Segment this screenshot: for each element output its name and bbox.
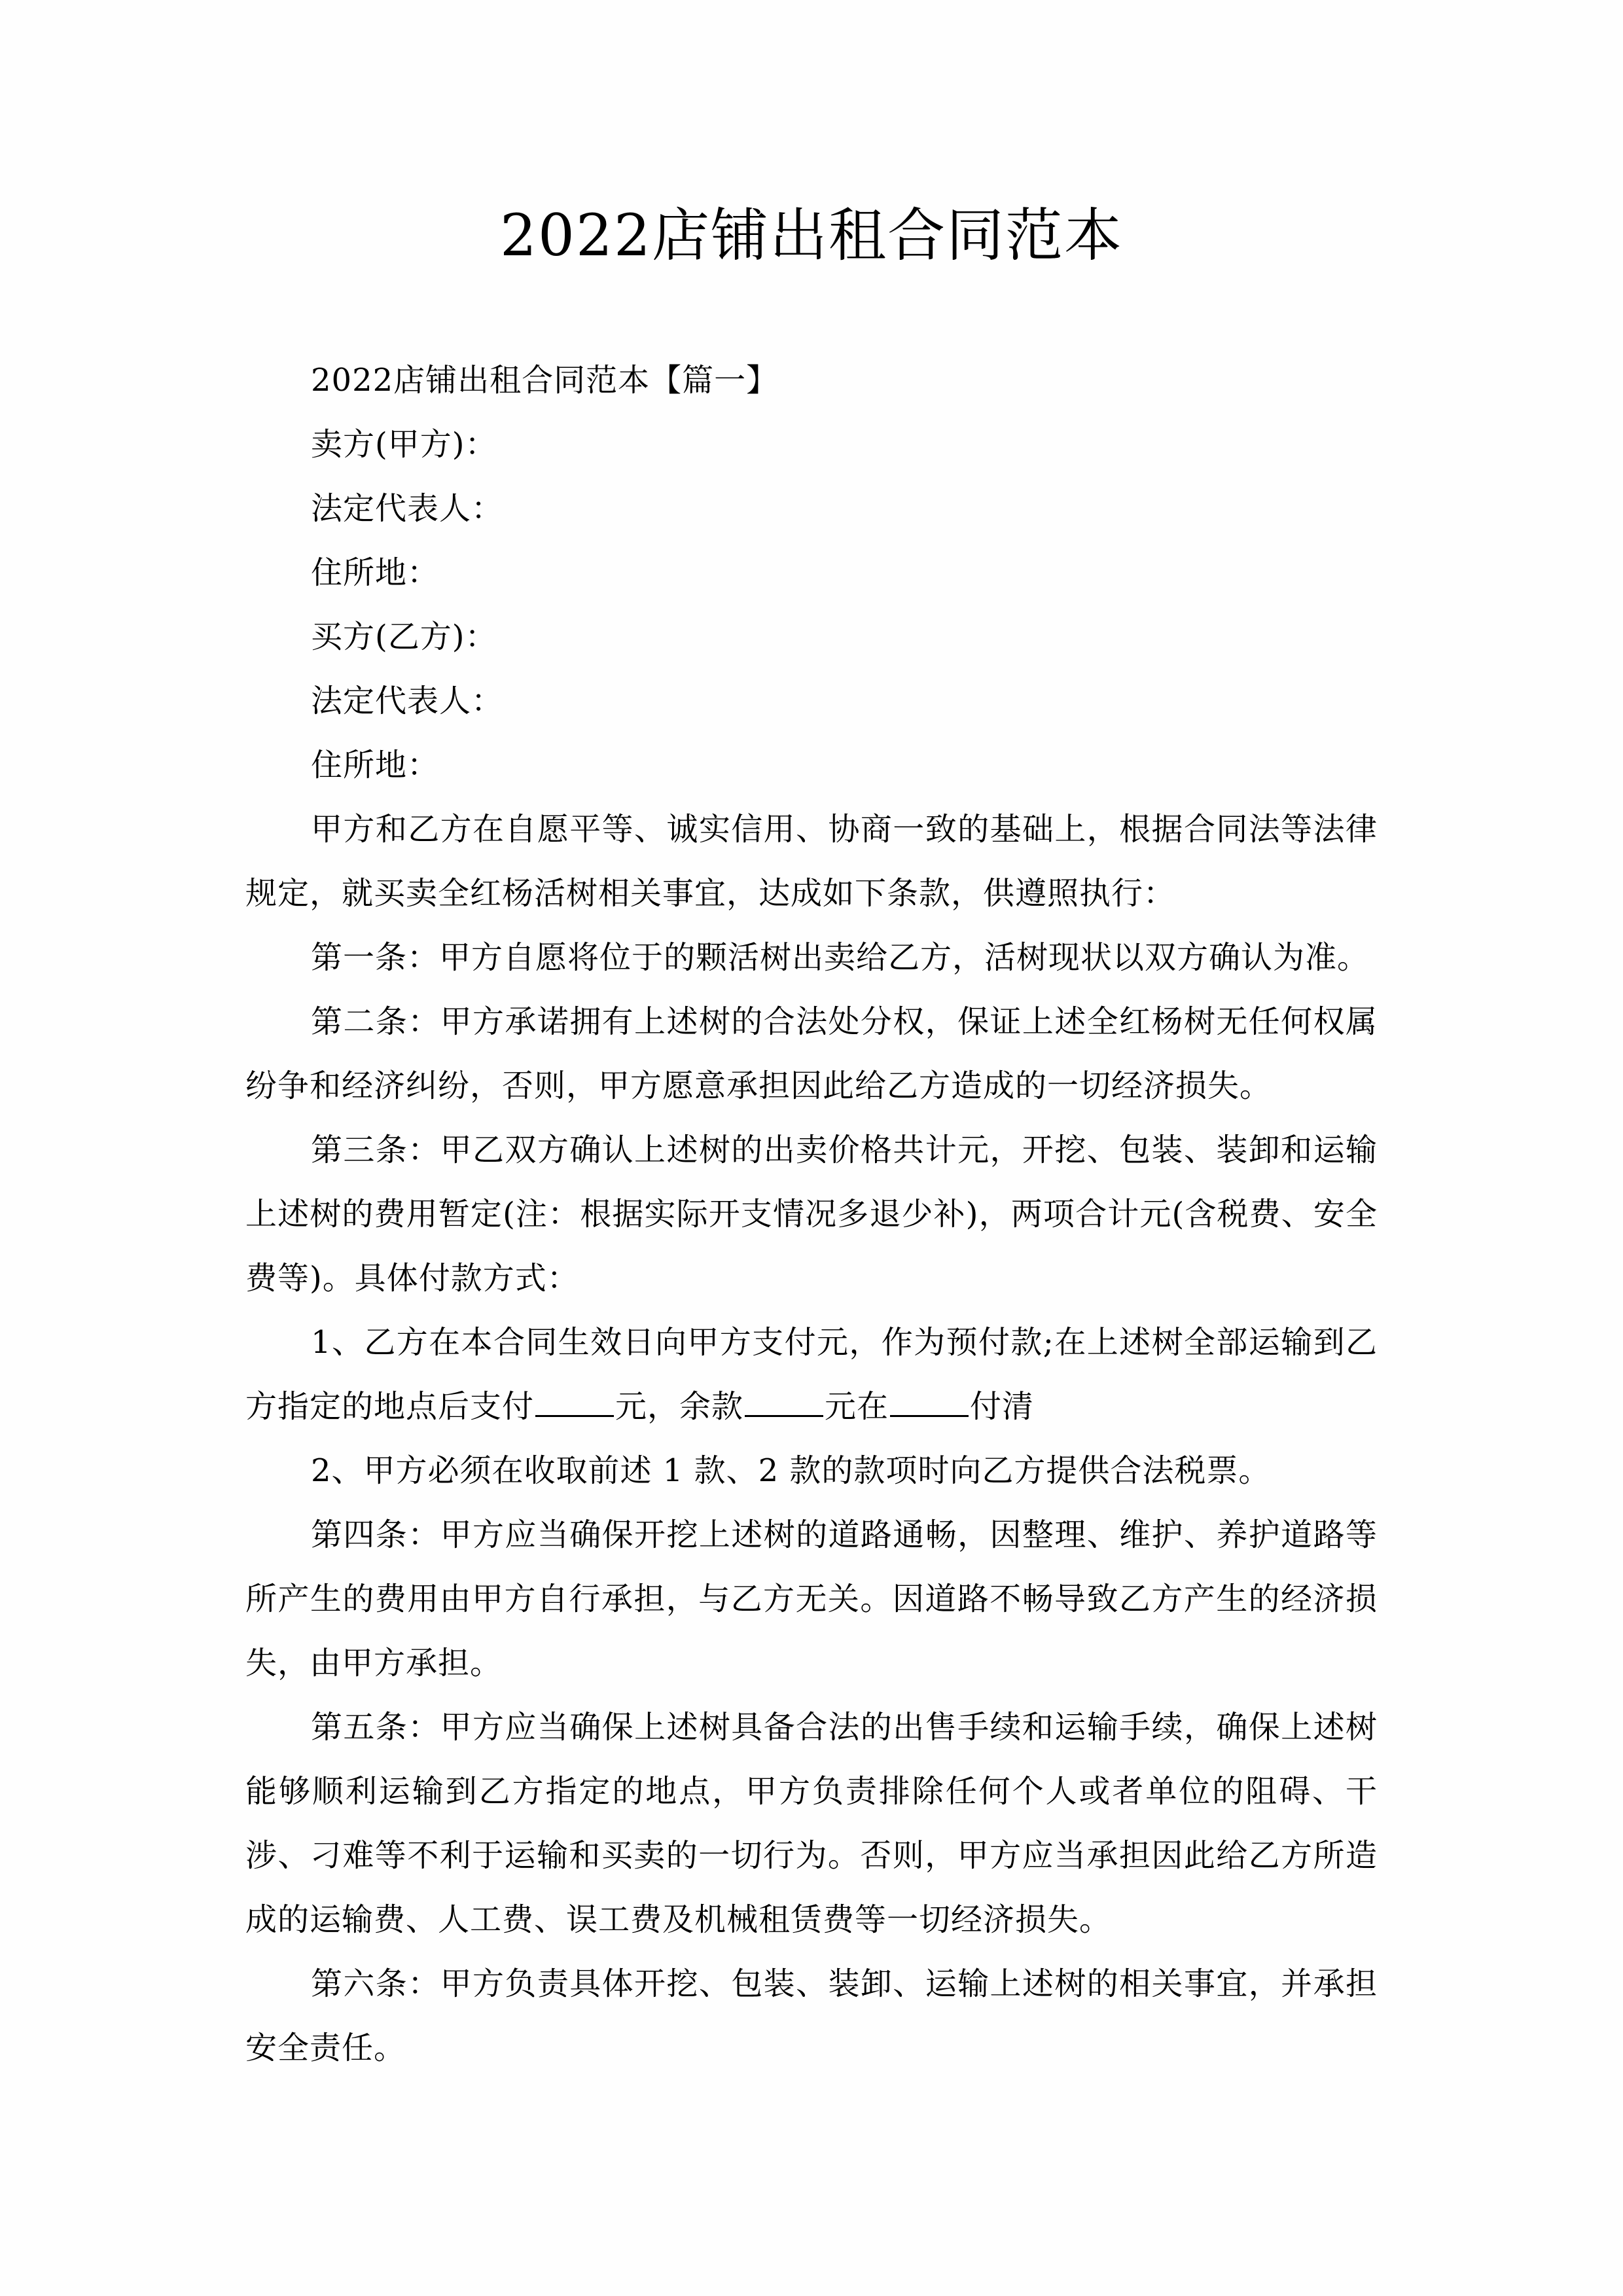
buyer-line: 买方(乙方)： bbox=[311, 619, 497, 655]
payment-item-1-text-c: 元在 bbox=[825, 1388, 889, 1425]
seller-address-line: 住所地： bbox=[311, 554, 440, 591]
blank-field-date bbox=[890, 1414, 969, 1417]
article-6: 第六条：甲方负责具体开挖、包装、装卸、运输上述树的相关事宜，并承担安全责任。 bbox=[245, 1965, 1378, 2066]
blank-field-balance bbox=[745, 1414, 823, 1417]
payment-item-1-text-d: 付清 bbox=[970, 1388, 1035, 1425]
article-1: 第一条：甲方自愿将位于的颗活树出卖给乙方，活树现状以双方确认为准。 bbox=[311, 939, 1370, 976]
seller-line: 卖方(甲方)： bbox=[311, 426, 497, 463]
article-4: 第四条：甲方应当确保开挖上述树的道路通畅，因整理、维护、养护道路等所产生的费用由甲方自行承担，与乙方无关。因道路不畅导致乙方产生的经济损失，由甲方承担。 bbox=[245, 1516, 1378, 1681]
payment-item-2: 2、甲方必须在收取前述 1 款、2 款的款项时向乙方提供合法税票。 bbox=[311, 1452, 1271, 1489]
buyer-address-line: 住所地： bbox=[311, 747, 440, 783]
seller-representative-line: 法定代表人： bbox=[311, 490, 504, 527]
document-body bbox=[245, 348, 1378, 2080]
article-3: 第三条：甲乙双方确认上述树的出卖价格共计元，开挖、包装、装卸和运输上述树的费用暂定(注：根据实际开支情况多退少补)，两项合计元(含税费、安全费等)。具体付款方式： bbox=[245, 1132, 1378, 1297]
payment-item-1-text-a: 1、乙方在本合同生效日向甲方支付元，作为预付款;在上述树全部运输到乙方指定的地点后支付 bbox=[245, 1324, 1378, 1425]
document-title: 2022店铺出租合同范本 bbox=[500, 202, 1123, 269]
section-heading: 2022店铺出租合同范本【篇一】 bbox=[311, 362, 779, 399]
article-2: 第二条：甲方承诺拥有上述树的合法处分权，保证上述全红杨树无任何权属纷争和经济纠纷，否则，甲方愿意承担因此给乙方造成的一切经济损失。 bbox=[245, 1003, 1378, 1104]
article-5: 第五条：甲方应当确保上述树具备合法的出售手续和运输手续，确保上述树能够顺利运输到乙方指定的地点，甲方负责排除任何个人或者单位的阻碍、干涉、刁难等不利于运输和买卖的一切行为。否则，甲方应当承担因此给乙方所造成的运输费、人工费、误工费及机械租赁费等一切经济损失。 bbox=[245, 1709, 1378, 1938]
preamble-paragraph: 甲方和乙方在自愿平等、诚实信用、协商一致的基础上，根据合同法等法律规定，就买卖全红杨活树相关事宜，达成如下条款，供遵照执行： bbox=[245, 811, 1378, 912]
buyer-representative-line: 法定代表人： bbox=[311, 683, 504, 719]
payment-item-1 bbox=[245, 1310, 1378, 1439]
payment-item-1-text-b: 元，余款 bbox=[615, 1388, 744, 1425]
blank-field-amount bbox=[535, 1414, 614, 1417]
